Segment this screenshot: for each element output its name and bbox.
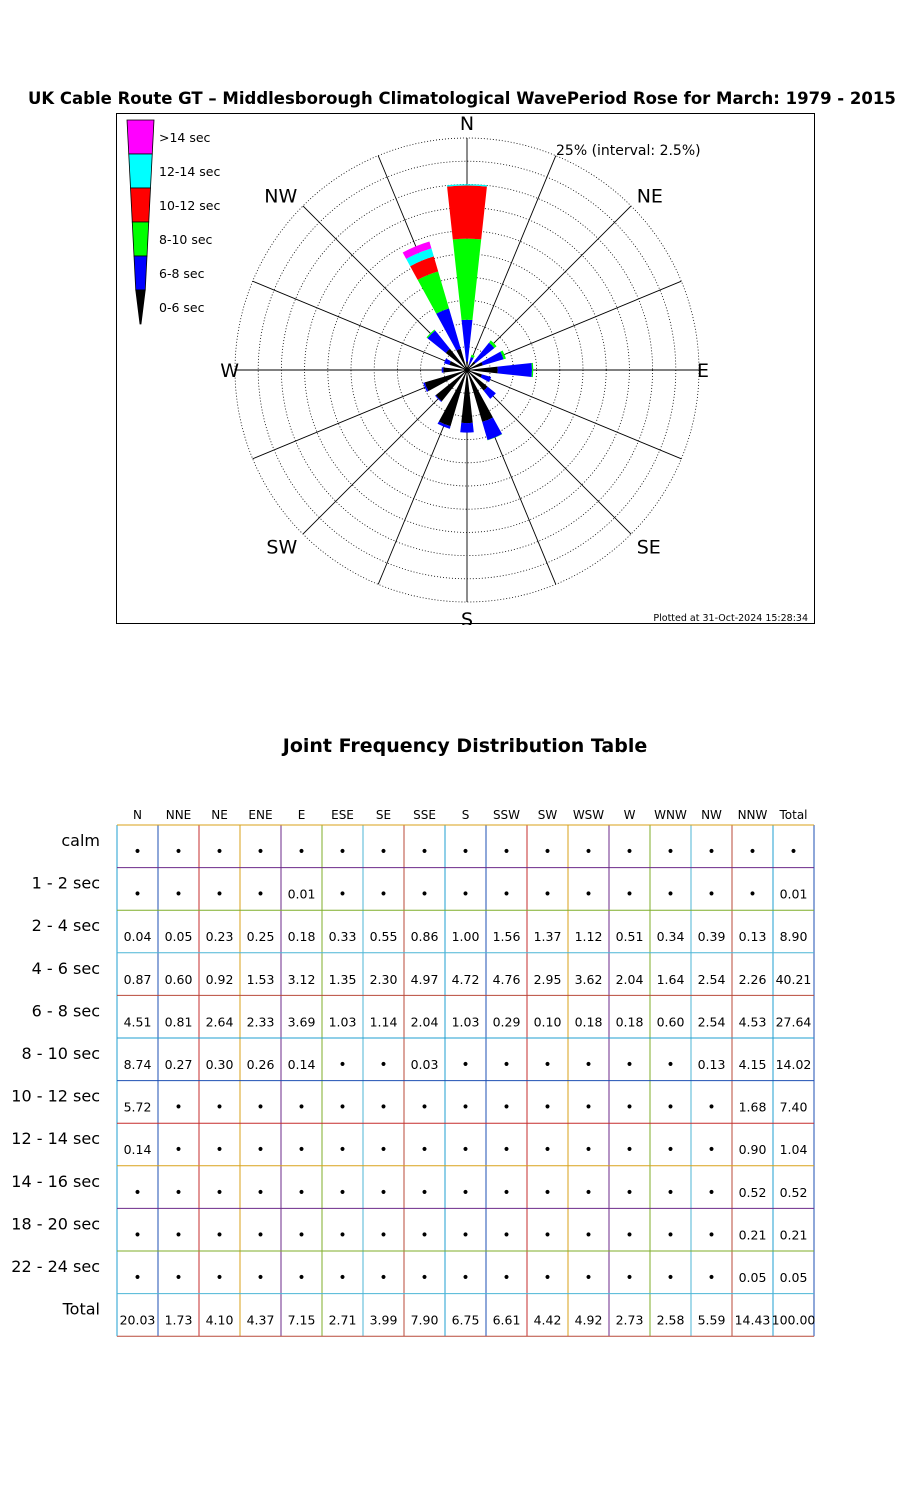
- column-header: N: [133, 808, 142, 822]
- table-cell: •: [297, 1099, 306, 1116]
- table-cell: 0.18: [615, 1014, 644, 1030]
- table-cell: •: [666, 1142, 675, 1159]
- table-cell: •: [338, 844, 347, 860]
- table-cell: 0.60: [164, 971, 193, 987]
- table-cell: 0.18: [574, 1014, 603, 1030]
- table-cell: •: [707, 1227, 716, 1244]
- table-cell: 4.76: [492, 971, 521, 987]
- table-cell: •: [461, 844, 470, 860]
- table-cell: •: [543, 1099, 552, 1116]
- table-cell: 0.39: [697, 929, 726, 945]
- table-cell: •: [707, 844, 716, 860]
- table-cell: •: [666, 844, 675, 860]
- compass-label-nw: NW: [264, 185, 298, 208]
- table-cell: 0.05: [164, 929, 193, 945]
- table-cell: 6.75: [451, 1312, 480, 1328]
- table-cell: 0.05: [779, 1270, 808, 1285]
- legend-swatch: [134, 256, 147, 290]
- row-label: 12 - 14 sec: [11, 1129, 100, 1149]
- table-cell: •: [420, 1099, 429, 1116]
- table-cell: •: [174, 1270, 183, 1286]
- table-cell: •: [543, 1142, 552, 1159]
- table-cell: •: [461, 1270, 470, 1286]
- table-cell: 0.18: [287, 929, 316, 945]
- table-cell: 0.30: [205, 1057, 234, 1072]
- table-cell: 4.53: [738, 1014, 767, 1030]
- table-cell: 2.73: [615, 1312, 644, 1328]
- table-cell: 100.00: [771, 1312, 816, 1328]
- column-header: WSW: [572, 808, 605, 822]
- table-cell: •: [461, 886, 470, 903]
- table-cell: 2.04: [410, 1014, 439, 1030]
- compass-label-w: W: [220, 360, 239, 382]
- column-header: NNW: [737, 808, 768, 822]
- rose-bar-ese-bin1: [481, 374, 491, 382]
- table-cell: •: [707, 1142, 716, 1159]
- table-cell: •: [420, 1270, 429, 1286]
- table-cell: •: [666, 1099, 675, 1116]
- table-cell: •: [338, 886, 347, 903]
- table-cell: •: [379, 1227, 388, 1244]
- table-cell: •: [256, 1227, 265, 1244]
- table-cell: 27.64: [775, 1014, 812, 1030]
- row-label: 6 - 8 sec: [31, 1001, 100, 1021]
- table-cell: •: [502, 1057, 511, 1073]
- column-header: SSW: [492, 808, 521, 822]
- table-cell: •: [461, 1099, 470, 1116]
- column-header: W: [623, 808, 636, 822]
- table-cell: 0.34: [656, 929, 685, 945]
- table-cell: •: [666, 1057, 675, 1073]
- table-cell: •: [338, 1099, 347, 1116]
- compass-label-s: S: [460, 609, 474, 625]
- table-cell: 2.30: [369, 971, 398, 987]
- table-cell: 4.51: [123, 1014, 152, 1030]
- row-label: calm: [61, 831, 100, 850]
- table-cell: •: [297, 1184, 306, 1201]
- table-cell: 3.69: [287, 1014, 316, 1030]
- plot-timestamp: Plotted at 31-Oct-2024 15:28:34: [653, 613, 808, 624]
- table-cell: 5.72: [123, 1099, 152, 1115]
- wind-rose-chart: [117, 114, 816, 625]
- table-cell: 1.64: [656, 971, 685, 987]
- legend-label: 8-10 sec: [159, 232, 213, 247]
- table-cell: 1.68: [738, 1099, 767, 1115]
- table-cell: •: [297, 1142, 306, 1159]
- table-cell: •: [584, 844, 593, 860]
- row-label: 10 - 12 sec: [11, 1086, 100, 1106]
- column-header: ESE: [331, 808, 354, 822]
- column-header: NNE: [165, 808, 192, 822]
- table-cell: 0.27: [164, 1057, 193, 1072]
- table-cell: •: [584, 1142, 593, 1159]
- table-cell: 0.52: [779, 1184, 808, 1200]
- table-cell: •: [256, 844, 265, 860]
- table-cell: 0.29: [492, 1014, 521, 1030]
- rose-bar-n-bin3: [447, 186, 487, 240]
- table-cell: •: [256, 1099, 265, 1116]
- table-cell: 3.99: [369, 1312, 398, 1328]
- table-cell: •: [338, 1142, 347, 1159]
- rose-bar-n-bin2: [453, 239, 481, 320]
- table-cell: •: [625, 1227, 634, 1244]
- rose-legend: [127, 120, 220, 324]
- table-cell: 1.35: [328, 971, 357, 987]
- table-cell: •: [338, 1227, 347, 1244]
- table-cell: 3.12: [287, 971, 316, 987]
- table-cell: •: [379, 1057, 388, 1073]
- table-cell: 2.04: [615, 971, 644, 987]
- legend-swatch: [132, 222, 149, 256]
- table-cell: •: [748, 886, 757, 903]
- table-cell: 0.60: [656, 1014, 685, 1030]
- table-cell: •: [666, 1227, 675, 1244]
- table-cell: •: [338, 1057, 347, 1073]
- table-cell: •: [379, 1099, 388, 1116]
- table-cell: 0.23: [205, 929, 234, 945]
- table-cell: •: [789, 844, 798, 860]
- compass-label-e: E: [697, 360, 710, 382]
- column-header: E: [297, 808, 306, 822]
- table-cell: •: [461, 1184, 470, 1201]
- table-cell: 0.52: [738, 1184, 767, 1200]
- compass-label-n: N: [459, 114, 475, 135]
- table-cell: •: [338, 1184, 347, 1201]
- table-cell: 0.51: [615, 929, 644, 945]
- table-cell: 0.01: [779, 886, 808, 902]
- table-cell: •: [584, 1270, 593, 1286]
- table-cell: •: [666, 1184, 675, 1201]
- table-cell: 0.13: [738, 929, 767, 945]
- table-cell: 2.64: [205, 1014, 234, 1030]
- table-cell: •: [502, 1184, 511, 1201]
- table-cell: •: [133, 1227, 142, 1244]
- table-cell: 2.95: [533, 971, 562, 987]
- compass-label-ne: NE: [636, 185, 663, 208]
- table-cell: 0.86: [410, 929, 439, 945]
- table-cell: 0.33: [328, 929, 357, 945]
- table-cell: 1.73: [164, 1312, 193, 1328]
- table-cell: 1.37: [533, 929, 562, 945]
- legend-swatch: [127, 120, 154, 154]
- table-cell: •: [297, 1270, 306, 1286]
- row-label: 2 - 4 sec: [31, 916, 100, 936]
- table-cell: •: [215, 1184, 224, 1201]
- rose-bar-w-bin1: [442, 367, 444, 372]
- table-cell: •: [625, 1270, 634, 1286]
- table-cell: 1.56: [492, 929, 521, 945]
- table-cell: •: [215, 1142, 224, 1159]
- table-cell: 4.92: [574, 1312, 603, 1328]
- table-cell: •: [133, 1184, 142, 1201]
- table-cell: •: [707, 1270, 716, 1286]
- row-label: 22 - 24 sec: [11, 1257, 100, 1276]
- table-cell: •: [379, 1142, 388, 1159]
- joint-frequency-table: [0, 795, 900, 1355]
- table-cell: 1.12: [574, 929, 603, 945]
- legend-swatch: [136, 290, 146, 324]
- table-cell: •: [256, 1142, 265, 1159]
- table-cell: 0.05: [738, 1270, 767, 1285]
- compass-label-sw: SW: [266, 536, 298, 559]
- table-cell: •: [707, 1184, 716, 1201]
- rose-bar-s-bin1: [460, 423, 474, 433]
- table-cell: •: [502, 844, 511, 860]
- table-cell: •: [297, 1227, 306, 1244]
- row-label: 1 - 2 sec: [31, 873, 100, 893]
- table-cell: •: [543, 844, 552, 860]
- column-header: NW: [701, 808, 722, 822]
- table-cell: •: [338, 1270, 347, 1286]
- table-cell: •: [543, 1227, 552, 1244]
- table-cell: •: [625, 1184, 634, 1201]
- table-cell: •: [133, 1270, 142, 1286]
- table-cell: 0.87: [123, 971, 152, 987]
- table-cell: 2.33: [246, 1014, 275, 1030]
- table-cell: 8.74: [123, 1057, 152, 1072]
- table-cell: •: [420, 1184, 429, 1201]
- table-cell: •: [625, 1142, 634, 1159]
- table-cell: •: [215, 1270, 224, 1286]
- table-cell: •: [461, 1227, 470, 1244]
- table-cell: •: [707, 1099, 716, 1116]
- table-cell: 8.90: [779, 929, 808, 945]
- table-cell: 1.53: [246, 971, 275, 987]
- direction-spoke: [467, 370, 681, 459]
- table-cell: 7.15: [287, 1312, 316, 1328]
- table-cell: •: [420, 886, 429, 903]
- table-cell: 4.15: [738, 1057, 767, 1072]
- table-cell: 0.01: [287, 886, 316, 902]
- table-cell: •: [584, 1227, 593, 1244]
- table-title: Joint Frequency Distribution Table: [282, 735, 648, 757]
- table-cell: 4.10: [205, 1312, 234, 1328]
- column-header: SSE: [413, 808, 436, 822]
- table-cell: 0.14: [287, 1057, 316, 1072]
- table-cell: 0.92: [205, 971, 234, 987]
- table-cell: •: [215, 844, 224, 860]
- column-header: SW: [537, 808, 558, 822]
- table-cell: •: [584, 1099, 593, 1116]
- table-cell: 14.02: [775, 1057, 812, 1072]
- row-label: 4 - 6 sec: [31, 958, 100, 978]
- table-cell: •: [174, 844, 183, 860]
- table-cell: •: [297, 844, 306, 860]
- table-cell: •: [543, 1270, 552, 1286]
- rose-title: UK Cable Route GT – Middlesborough Climatological WavePeriod Rose for March: 1979 - 2015: [28, 89, 896, 108]
- table-cell: •: [215, 886, 224, 903]
- table-cell: •: [502, 1142, 511, 1159]
- column-header: Total: [779, 808, 808, 822]
- table-cell: 2.26: [738, 971, 767, 987]
- table-cell: 2.58: [656, 1312, 685, 1328]
- table-cell: •: [584, 886, 593, 903]
- legend-label: 0-6 sec: [159, 300, 205, 315]
- table-cell: •: [666, 1270, 675, 1286]
- table-cell: 6.61: [492, 1312, 521, 1328]
- table-cell: 4.37: [246, 1312, 275, 1328]
- table-cell: •: [502, 1270, 511, 1286]
- wind-rose-panel: [116, 113, 815, 624]
- rose-bar-nnw-bin2: [418, 271, 449, 313]
- legend-swatch: [129, 154, 153, 188]
- table-cell: 4.42: [533, 1312, 562, 1328]
- table-cell: 7.90: [410, 1312, 439, 1328]
- table-cell: 0.10: [533, 1014, 562, 1030]
- table-cell: 0.90: [738, 1142, 767, 1158]
- table-cell: 0.04: [123, 929, 152, 945]
- table-cell: 2.54: [697, 971, 726, 987]
- table-cell: 0.03: [410, 1057, 439, 1072]
- table-cell: •: [584, 1057, 593, 1073]
- table-cell: •: [707, 886, 716, 903]
- table-cell: •: [543, 1184, 552, 1201]
- table-cell: 0.13: [697, 1057, 726, 1072]
- table-cell: •: [379, 844, 388, 860]
- column-header: SE: [375, 808, 392, 822]
- table-cell: 4.72: [451, 971, 480, 987]
- table-cell: •: [379, 1270, 388, 1286]
- rose-bar-n-bin1: [462, 320, 473, 362]
- table-cell: •: [174, 1099, 183, 1116]
- legend-swatch: [131, 188, 151, 222]
- table-cell: •: [215, 1099, 224, 1116]
- table-cell: •: [420, 1142, 429, 1159]
- table-cell: 3.62: [574, 971, 603, 987]
- table-cell: 4.97: [410, 971, 439, 987]
- table-cell: 2.71: [328, 1312, 357, 1328]
- table-cell: •: [174, 1227, 183, 1244]
- table-cell: •: [174, 1142, 183, 1159]
- table-cell: •: [625, 844, 634, 860]
- table-cell: •: [256, 886, 265, 903]
- table-cell: •: [748, 844, 757, 860]
- table-cell: •: [420, 1227, 429, 1244]
- table-cell: 0.21: [738, 1227, 767, 1243]
- compass-label-se: SE: [636, 536, 661, 559]
- table-cell: 0.25: [246, 929, 275, 945]
- table-cell: •: [379, 886, 388, 903]
- column-header: ENE: [248, 808, 273, 822]
- column-header: NE: [211, 808, 228, 822]
- table-cell: 1.03: [451, 1014, 480, 1030]
- table-cell: 7.40: [779, 1099, 808, 1115]
- table-cell: 5.59: [697, 1312, 726, 1328]
- table-cell: •: [174, 886, 183, 903]
- table-cell: 40.21: [775, 971, 812, 987]
- table-cell: •: [461, 1057, 470, 1073]
- row-label: 8 - 10 sec: [21, 1044, 100, 1063]
- table-cell: •: [133, 886, 142, 903]
- table-cell: •: [584, 1184, 593, 1201]
- radial-max-label: 25% (interval: 2.5%): [556, 143, 701, 159]
- row-label: 18 - 20 sec: [11, 1214, 100, 1234]
- table-cell: 0.14: [123, 1142, 152, 1158]
- table-cell: 1.14: [369, 1014, 398, 1030]
- table-cell: 2.54: [697, 1014, 726, 1030]
- table-cell: •: [461, 1142, 470, 1159]
- row-label: 14 - 16 sec: [11, 1171, 100, 1191]
- table-cell: •: [215, 1227, 224, 1244]
- table-cell: 0.21: [779, 1227, 808, 1243]
- table-cell: •: [666, 886, 675, 903]
- table-cell: •: [502, 886, 511, 903]
- rose-bars: [403, 184, 534, 440]
- table-cell: 20.03: [119, 1312, 156, 1328]
- table-cell: •: [379, 1184, 388, 1201]
- table-cell: 1.04: [779, 1142, 808, 1158]
- table-cell: •: [256, 1270, 265, 1286]
- table-cell: •: [543, 1057, 552, 1073]
- table-cell: •: [502, 1227, 511, 1244]
- table-cell: •: [543, 886, 552, 903]
- rose-bar-e-bin1: [498, 363, 532, 377]
- table-cell: 0.81: [164, 1014, 193, 1030]
- legend-label: 12-14 sec: [159, 164, 221, 179]
- table-cell: 1.00: [451, 929, 480, 945]
- row-label: Total: [62, 1299, 100, 1319]
- legend-label: 6-8 sec: [159, 266, 205, 281]
- legend-label: >14 sec: [159, 130, 211, 145]
- table-cell: •: [133, 844, 142, 860]
- column-header: WNW: [654, 808, 687, 822]
- table-cell: •: [174, 1184, 183, 1201]
- table-cell: •: [625, 1099, 634, 1116]
- legend-label: 10-12 sec: [159, 198, 221, 213]
- table-cell: •: [625, 1057, 634, 1073]
- table-cell: •: [420, 844, 429, 860]
- table-cell: 1.03: [328, 1014, 357, 1030]
- table-cell: •: [625, 886, 634, 903]
- column-header: S: [461, 808, 470, 822]
- table-cell: 0.26: [246, 1057, 275, 1072]
- table-cell: 14.43: [734, 1312, 771, 1328]
- table-text: [11, 808, 815, 1328]
- table-cell: •: [502, 1099, 511, 1116]
- table-cell: 0.55: [369, 929, 398, 945]
- table-cell: •: [256, 1184, 265, 1201]
